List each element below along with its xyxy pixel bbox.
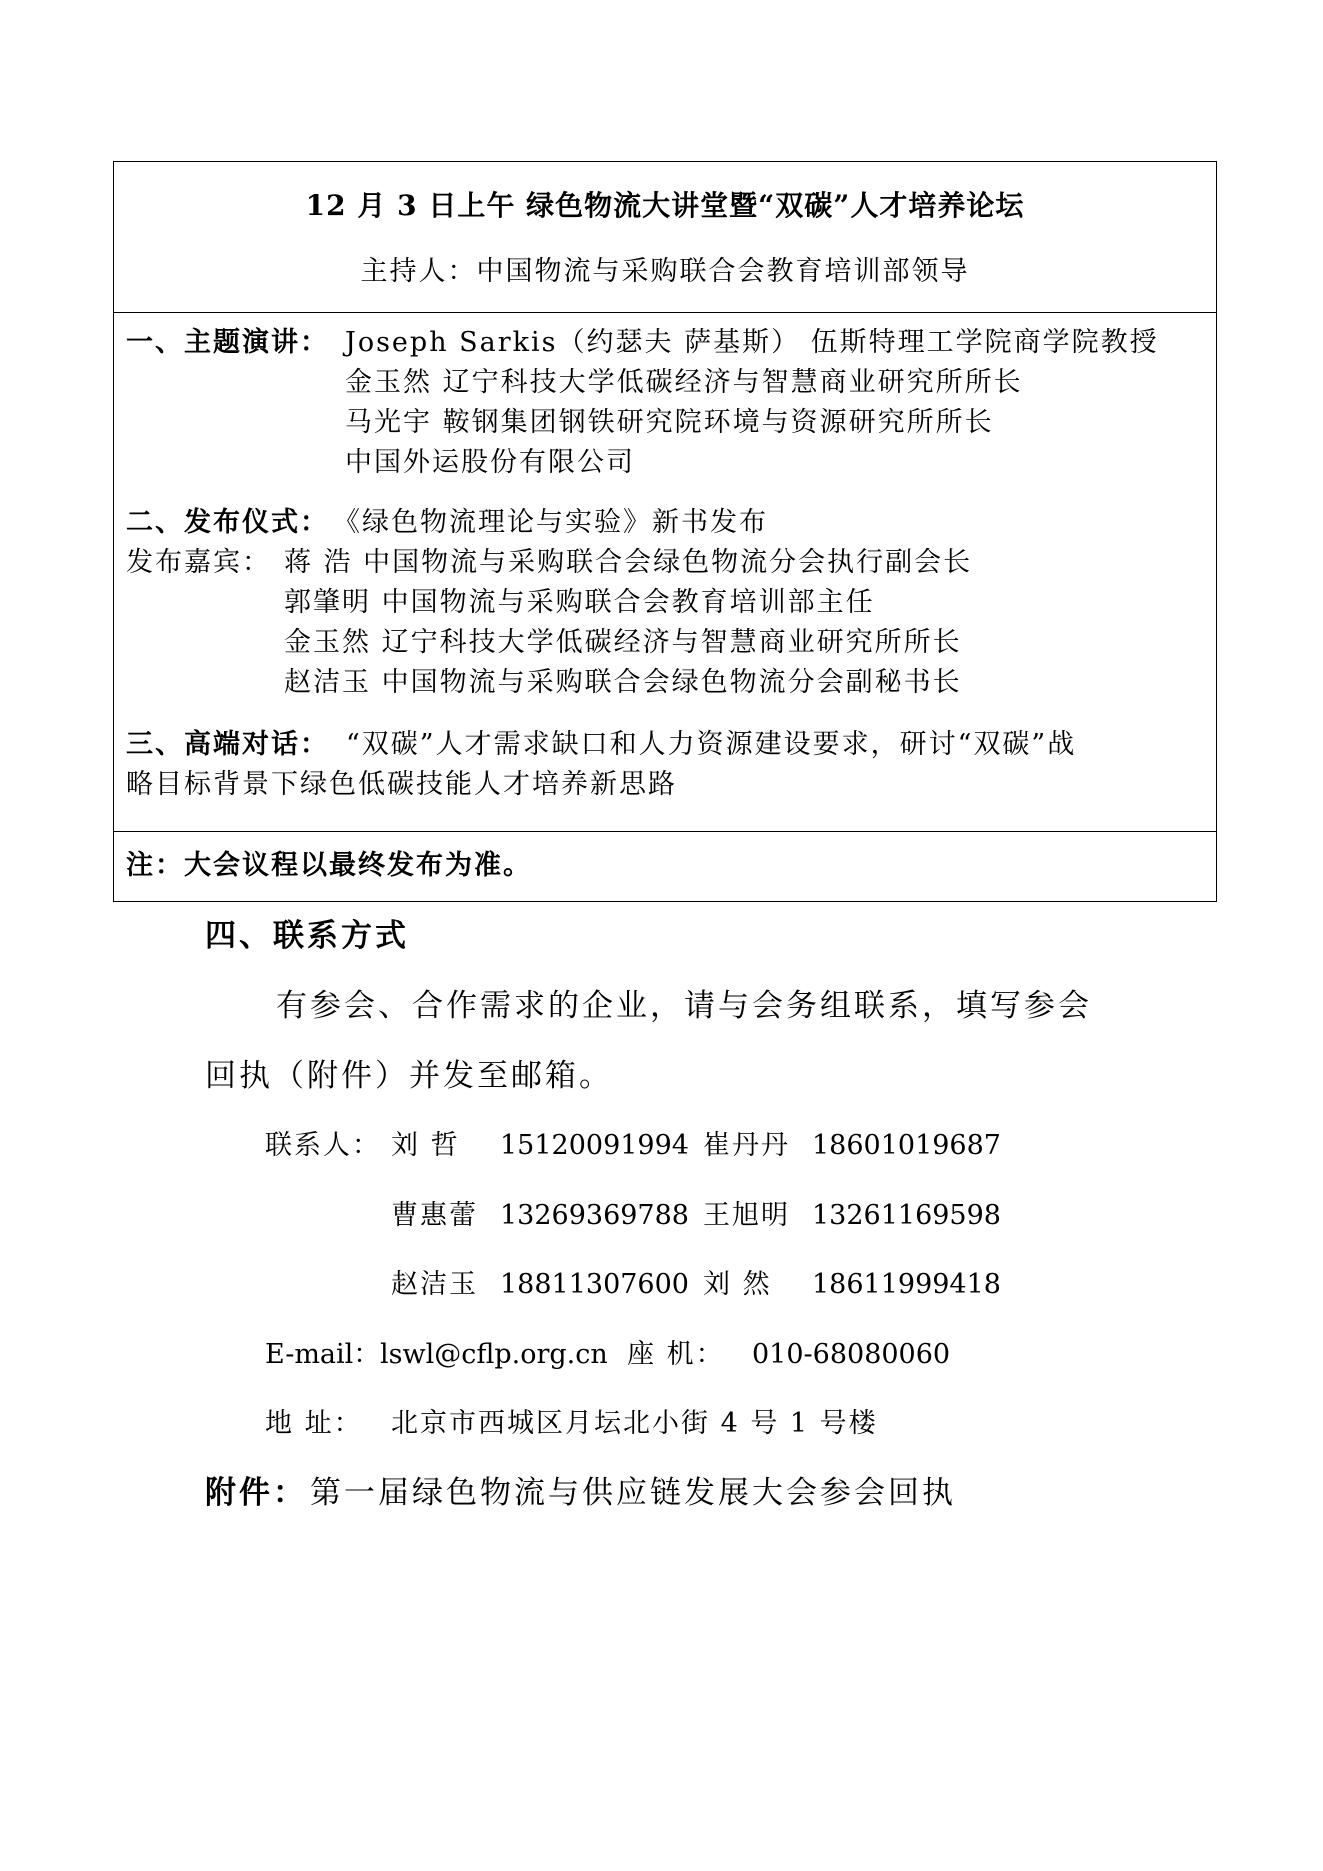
contact-person-phone: 18811307600 xyxy=(500,1269,689,1300)
contact-person-phone: 18611999418 xyxy=(812,1269,1001,1300)
contact-intro: 回执（附件）并发至邮箱。 xyxy=(205,1058,613,1094)
contact-intro: 有参会、合作需求的企业，请与会务组联系，填写参会 xyxy=(276,988,1092,1024)
keynote-speaker: 金玉然 辽宁科技大学低碳经济与智慧商业研究所所长 xyxy=(345,367,1023,398)
contact-person-name: 刘 然 xyxy=(703,1269,772,1300)
dialogue-line: 略目标背景下绿色低碳技能人才培养新思路 xyxy=(126,769,677,800)
keynote-speaker: 中国外运股份有限公司 xyxy=(345,447,635,478)
agenda-table xyxy=(113,161,1217,902)
contact-person-name: 曹惠蕾 xyxy=(391,1200,478,1231)
attachment-label: 附件： xyxy=(205,1475,307,1511)
email-label: E-mail： xyxy=(265,1339,381,1370)
email-link[interactable]: lswl@cflp.org.cn xyxy=(380,1339,608,1370)
launch-guest: 蒋 浩 中国物流与采购联合会绿色物流分会执行副会长 xyxy=(284,547,973,578)
contact-person-name: 赵洁玉 xyxy=(391,1269,478,1300)
contact-person-phone: 15120091994 xyxy=(500,1130,689,1161)
launch-guest: 金玉然 辽宁科技大学低碳经济与智慧商业研究所所长 xyxy=(284,627,962,658)
keynote-speaker: 马光宇 鞍钢集团钢铁研究院环境与资源研究所所长 xyxy=(345,407,994,438)
dialogue-line: “双碳”人才需求缺口和人力资源建设要求，研讨“双碳”战 xyxy=(346,729,1077,760)
agenda-note xyxy=(114,832,1216,901)
contact-people-label: 联系人： xyxy=(265,1130,381,1161)
launch-guest: 赵洁玉 中国物流与采购联合会绿色物流分会副秘书长 xyxy=(284,667,962,698)
contact-heading: 四、联系方式 xyxy=(205,918,409,954)
session-agenda xyxy=(114,313,1216,832)
note-text: 注：大会议程以最终发布为准。 xyxy=(126,850,532,881)
attachment-text: 第一届绿色物流与供应链发展大会参会回执 xyxy=(310,1475,956,1511)
contact-person-phone: 13261169598 xyxy=(812,1200,1001,1231)
landline-value: 010-68080060 xyxy=(752,1339,951,1370)
address-label: 地 址： xyxy=(265,1408,363,1439)
dialogue-label: 三、高端对话： xyxy=(126,729,329,760)
contact-person-phone: 18601019687 xyxy=(812,1130,1001,1161)
launch-book: 《绿色物流理论与实验》新书发布 xyxy=(333,507,768,538)
launch-guest: 郭肇明 中国物流与采购联合会教育培训部主任 xyxy=(284,587,875,618)
launch-label: 二、发布仪式： xyxy=(126,507,329,538)
session-host: 主持人：中国物流与采购联合会教育培训部领导 xyxy=(360,256,970,287)
keynote-label: 一、主题演讲： xyxy=(126,327,329,358)
contact-person-name: 王旭明 xyxy=(703,1200,790,1231)
launch-guests-label: 发布嘉宾： xyxy=(126,547,271,578)
session-header xyxy=(114,162,1216,313)
landline-label: 座 机： xyxy=(627,1339,725,1370)
session-title: 12 月 3 日上午 绿色物流大讲堂暨“双碳”人才培养论坛 xyxy=(305,189,1025,222)
keynote-speaker: Joseph Sarkis（约瑟夫 萨基斯） 伍斯特理工学院商学院教授 xyxy=(345,327,1159,358)
contact-person-name: 刘 哲 xyxy=(391,1130,460,1161)
address-value: 北京市西城区月坛北小街 4 号 1 号楼 xyxy=(391,1408,878,1439)
contact-person-name: 崔丹丹 xyxy=(703,1130,790,1161)
contact-person-phone: 13269369788 xyxy=(500,1200,689,1231)
